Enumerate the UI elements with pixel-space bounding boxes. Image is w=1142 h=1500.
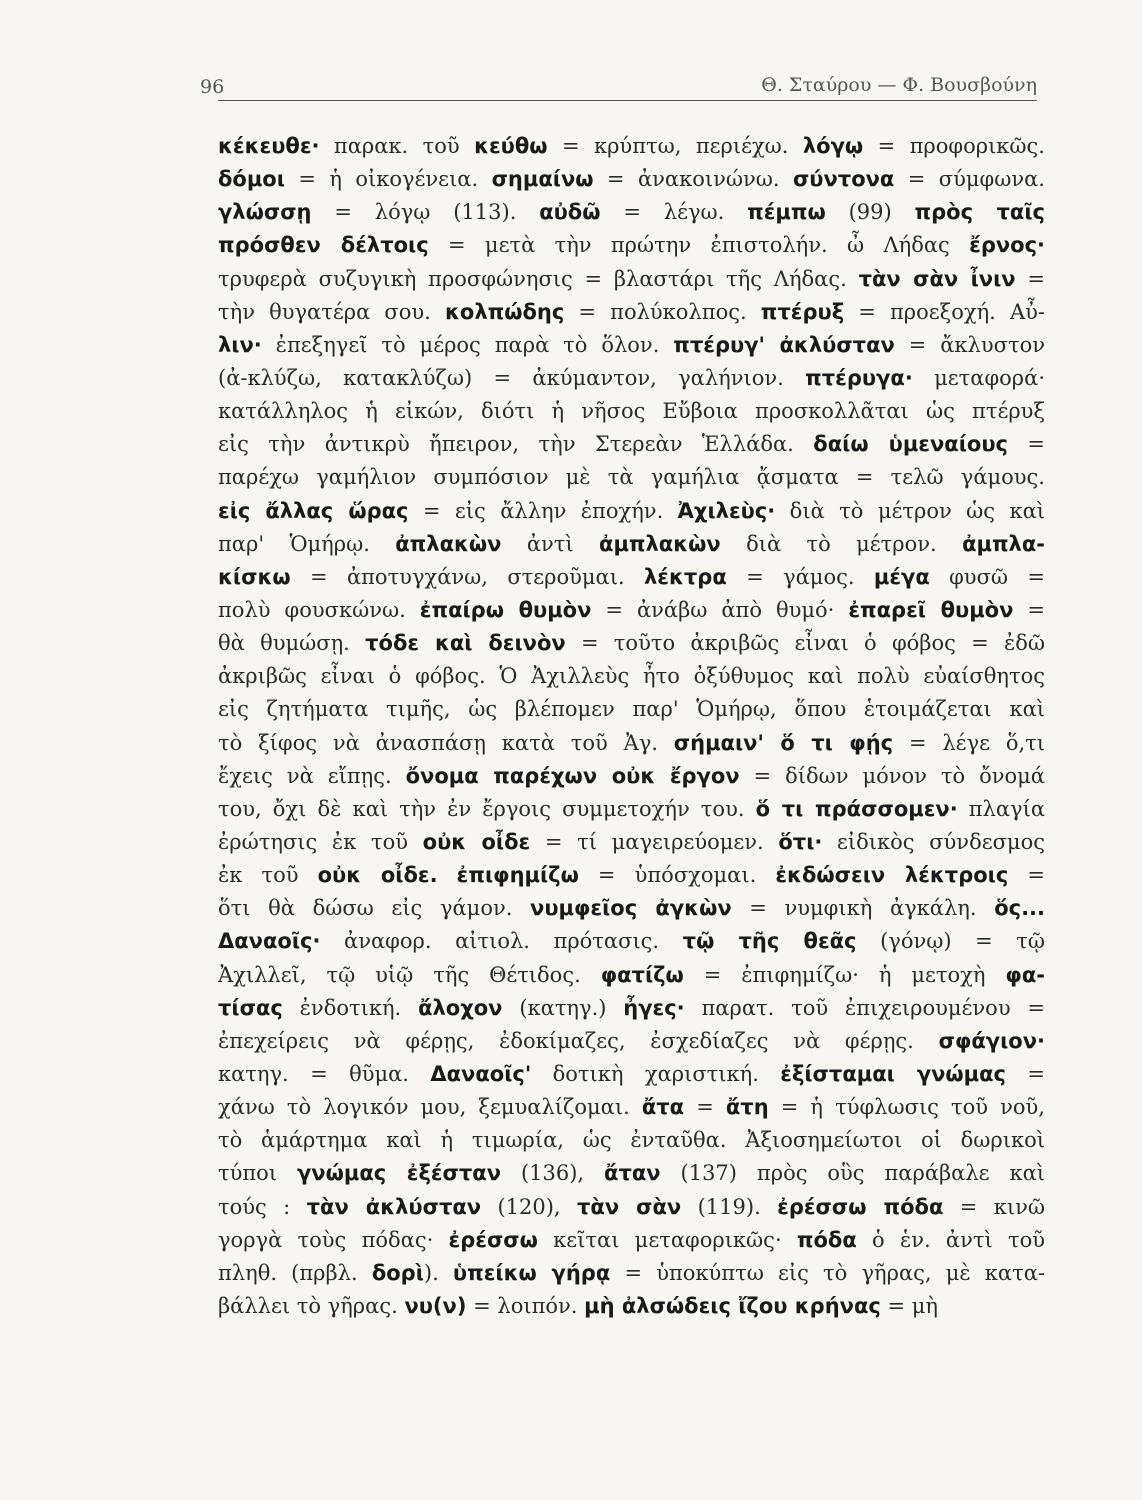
gloss-text: βάλλει τὸ γῆρας.	[218, 1293, 405, 1318]
text-line	[218, 760, 1045, 793]
lemma-term: τίσας	[218, 995, 283, 1020]
gloss-text: = προφορικῶς.	[863, 134, 1045, 158]
text-line	[218, 925, 1045, 958]
gloss-text: μεταφορά·	[912, 365, 1045, 390]
lemma-term: ἐπιφημίζω	[456, 863, 579, 888]
lemma-term: τὰν σὰν ἶνιν	[858, 266, 1016, 291]
running-title: Θ. Σταύρου — Φ. Βουσβούνη	[761, 74, 1037, 96]
page-number: 96	[200, 76, 225, 98]
gloss-text: (γόνῳ) = τῷ	[856, 929, 1045, 954]
gloss-text: ἀντὶ	[501, 531, 600, 556]
lemma-term: πτέρυξ	[760, 299, 845, 324]
text-line	[218, 992, 1045, 1025]
lemma-term: ἀμπλα-	[962, 531, 1045, 556]
text-line	[218, 627, 1045, 660]
gloss-text: = προεξοχή. Αὖ-	[844, 299, 1045, 324]
text-line	[218, 1191, 1045, 1224]
gloss-text: =	[1006, 1061, 1045, 1086]
text-line	[218, 727, 1045, 760]
gloss-text: (99)	[825, 200, 915, 225]
text-line	[218, 495, 1045, 528]
text-line	[218, 1157, 1045, 1190]
text-line	[218, 826, 1045, 859]
text-line	[218, 130, 1045, 163]
lemma-term: σφάγιον·	[938, 1028, 1045, 1053]
lemma-term: ὅτι·	[778, 829, 823, 854]
gloss-text: ).	[423, 1260, 453, 1285]
gloss-text: = λέγε ὅ,τι	[893, 730, 1045, 755]
lemma-term: ἔρνος·	[969, 233, 1045, 258]
lemma-term: δαίω ὑμεναίους	[813, 432, 1008, 457]
gloss-text: = κινῶ	[943, 1194, 1045, 1219]
lemma-term: πόδα	[796, 1227, 857, 1252]
text-line	[218, 859, 1045, 892]
lemma-term: γλώσσῃ	[218, 200, 312, 225]
lemma-term: οὐκ οἶδε.	[317, 863, 438, 888]
gloss-text: = ἐπιφημίζω· ἡ μετοχὴ	[683, 962, 1006, 987]
lemma-term: ἐρέσσω	[448, 1227, 538, 1252]
gloss-text: γοργὰ τοὺς πόδας·	[218, 1227, 449, 1252]
gloss-text: = ἀποτυγχάνω, στεροῦμαι.	[290, 564, 644, 589]
gloss-text: ἐρώτησις ἐκ τοῦ	[218, 829, 423, 854]
lemma-term: ἐπαίρω θυμὸν	[419, 597, 592, 622]
gloss-text: (119).	[681, 1194, 778, 1219]
lemma-term: πρόσθεν δέλτοις	[218, 233, 429, 258]
gloss-text: του, ὄχι δὲ καὶ τὴν ἐν ἔργοις συμμετοχήν του.	[218, 796, 756, 821]
text-line	[218, 793, 1045, 826]
lemma-term: σημαίνω	[491, 167, 594, 192]
gloss-text: ἐκ τοῦ	[218, 863, 318, 888]
gloss-text: = ἡ οἰκογένεια.	[284, 167, 492, 192]
lemma-term: ὑπείκω γήρᾳ	[452, 1260, 611, 1285]
gloss-text: διὰ τὸ μέτρον.	[720, 531, 963, 556]
gloss-text: τρυφερὰ συζυγικὴ προσφώνησις = βλαστάρι τῆς Λήδας.	[218, 266, 859, 291]
gloss-text: (137) πρὸς οὓς παράβαλε καὶ	[660, 1161, 1045, 1186]
commentary-text	[218, 130, 1045, 1323]
lemma-term: εἰς ἄλλας ὥρας	[218, 498, 409, 523]
gloss-text: = ἀνακοινώνω.	[593, 167, 793, 192]
gloss-text: = τοῦτο ἀκριβῶς εἶναι ὁ φόβος = ἐδῶ	[565, 631, 1045, 656]
gloss-text: πληθ. (πρβλ.	[218, 1260, 372, 1285]
lemma-term: φατίζω	[600, 962, 684, 987]
lemma-term: νυ(ν)	[404, 1293, 467, 1318]
gloss-text: διὰ τὸ μέτρον ὡς καὶ	[775, 498, 1045, 523]
gloss-text: παρ' Ὁμήρῳ.	[218, 531, 396, 556]
gloss-text: = λοιπόν.	[466, 1293, 585, 1318]
gloss-text: = πολύκολπος.	[564, 299, 761, 324]
text-line	[218, 660, 1045, 693]
gloss-text: = σύμφωνα.	[894, 167, 1045, 192]
lemma-term: ὄνομα παρέχων οὐκ ἔργον	[405, 763, 740, 788]
lemma-term: νυμφεῖος ἀγκὼν	[530, 896, 732, 921]
text-line	[218, 594, 1045, 627]
text-line	[218, 1224, 1045, 1257]
gloss-text: = ἄκλυστον	[894, 332, 1045, 357]
lemma-term: τόδε καὶ δεινὸν	[365, 631, 566, 656]
lemma-term: ἄταν	[604, 1161, 661, 1186]
gloss-text: κεῖται μεταφορικῶς·	[537, 1227, 797, 1252]
text-line	[218, 362, 1045, 395]
lemma-term: τὰν σὰν	[576, 1194, 682, 1219]
text-line	[218, 229, 1045, 262]
lemma-term: ἀπλακὼν	[395, 531, 502, 556]
lemma-term: πρὸς ταῖς	[914, 200, 1045, 225]
gloss-text: = μετὰ τὴν πρώτην ἐπιστολήν. ὦ Λήδας	[428, 233, 970, 258]
lemma-term: κολπώδης	[444, 299, 565, 324]
gloss-text: = λόγῳ (113).	[311, 200, 540, 225]
lemma-term: ἀμπλακὼν	[599, 531, 721, 556]
gloss-text: (120),	[481, 1194, 577, 1219]
gloss-text: τὸ ἁμάρτημα καὶ ἡ τιμωρία, ὡς ἐνταῦθα. Ἀξιοσημείωτοι οἱ δωρικοὶ	[218, 1128, 1045, 1153]
gloss-text: τὴν θυγατέρα σου.	[218, 299, 445, 324]
gloss-text: = λέγω.	[600, 200, 748, 225]
gloss-text: =	[1008, 863, 1045, 888]
lemma-term: λέκτρα	[644, 564, 727, 589]
lemma-term: ἦγες·	[623, 995, 685, 1020]
gloss-text: πολὺ φουσκώνω.	[218, 597, 420, 622]
gloss-text: = νυμφικὴ ἀγκάλη.	[731, 896, 995, 921]
gloss-text: κατηγ. = θῦμα.	[218, 1061, 431, 1086]
text-line	[218, 196, 1045, 229]
gloss-text: =	[1007, 432, 1045, 457]
gloss-text: = μὴ	[880, 1293, 939, 1318]
lemma-term: δορὶ	[371, 1260, 424, 1285]
gloss-text: = τί μαγειρεύομεν.	[530, 829, 779, 854]
text-line	[218, 163, 1045, 196]
text-line	[218, 329, 1045, 362]
gloss-text: πλαγία	[957, 796, 1045, 821]
text-line	[218, 395, 1045, 428]
lemma-term: ἄτα	[641, 1095, 685, 1120]
gloss-text: τούς :	[218, 1194, 307, 1219]
lemma-term: κεύθω	[474, 134, 548, 158]
gloss-text: = ἡ τύφλωσις τοῦ νοῦ,	[768, 1095, 1045, 1120]
lemma-term: ἐξίσταμαι γνώμας	[780, 1061, 1007, 1086]
lemma-term: ἐρέσσω πόδα	[777, 1194, 944, 1219]
lemma-term: πτέρυγ' ἀκλύσταν	[673, 332, 895, 357]
text-line	[218, 1091, 1045, 1124]
gloss-text: = ὑποκύπτω εἰς τὸ γῆρας, μὲ κατα-	[610, 1260, 1045, 1285]
lemma-term: κίσκω	[218, 564, 291, 589]
lemma-term: γνώμας ἐξέσταν	[297, 1161, 502, 1186]
gloss-text: δοτικὴ χαριστική.	[531, 1061, 781, 1086]
gloss-text: θὰ θυμώσῃ.	[218, 631, 366, 656]
gloss-text: ὅτι θὰ δώσω εἰς γάμον.	[218, 896, 531, 921]
lemma-term: δόμοι	[218, 167, 285, 192]
text-line	[218, 959, 1045, 992]
gloss-text: ἐνδοτική.	[282, 995, 419, 1020]
gloss-text: κατάλληλος ἡ εἰκών, διότι ἡ νῆσος Εὔβοια προσκολλᾶται ὡς πτέρυξ	[218, 399, 1045, 424]
lemma-term: μὴ ἀλσώδεις ἴζου κρήνας	[584, 1293, 881, 1318]
text-line	[218, 1124, 1045, 1157]
lemma-term: Δαναοῖς·	[218, 929, 321, 954]
text-line	[218, 1257, 1045, 1290]
gloss-text: (136),	[501, 1161, 605, 1186]
gloss-text: εἰς ζητήματα τιμῆς, ὡς βλέπομεν παρ' Ὁμήρῳ, ὅπου ἑτοιμάζεται καὶ	[218, 697, 1045, 722]
lemma-term: κέκευθε·	[218, 134, 320, 158]
lemma-term: πτέρυγα·	[805, 365, 913, 390]
gloss-text: φυσῶ =	[929, 564, 1045, 589]
lemma-term: λόγῳ	[802, 134, 864, 158]
lemma-term: ἄλοχον	[418, 995, 503, 1020]
gloss-text: τύποι	[218, 1161, 297, 1186]
gloss-text: (κατηγ.)	[502, 995, 624, 1020]
gloss-text: ἐπεχείρεις νὰ φέρῃς, ἐδοκίμαζες, ἐσχεδίαζες νὰ φέρῃς.	[218, 1028, 939, 1053]
text-line	[218, 428, 1045, 461]
gloss-text: =	[1015, 266, 1045, 291]
lemma-term: ἐκδώσειν λέκτροις	[775, 863, 1009, 888]
text-line	[218, 561, 1045, 594]
gloss-text: =	[684, 1095, 726, 1120]
gloss-text: = ὑπόσχομαι.	[578, 863, 776, 888]
page-header	[200, 70, 1037, 101]
lemma-term: σήμαιν' ὅ τι φῄς	[673, 730, 894, 755]
lemma-term: ὅ τι πράσσομεν·	[755, 796, 958, 821]
lemma-term: αὐδῶ	[539, 200, 601, 225]
text-line	[218, 528, 1045, 561]
text-line	[218, 1025, 1045, 1058]
lemma-term: λιν·	[218, 332, 262, 357]
gloss-text: = ἀνάβω ἀπὸ θυμό·	[591, 597, 849, 622]
gloss-text: = γάμος.	[726, 564, 874, 589]
gloss-text: = κρύπτω, περιέχω.	[547, 134, 803, 158]
gloss-text: = δίδων μόνον τὸ ὄνομά	[739, 763, 1045, 788]
gloss-text: εἰς τὴν ἀντικρὺ ἤπειρον, τὴν Στερεὰν Ἑλλάδα.	[218, 432, 814, 457]
text-line	[218, 296, 1045, 329]
gloss-text: χάνω τὸ λογικόν μου, ξεμυαλίζομαι.	[218, 1095, 642, 1120]
lemma-term: οὐκ οἶδε	[422, 829, 531, 854]
gloss-text: ἐπεξηγεῖ τὸ μέρος παρὰ τὸ ὅλον.	[261, 332, 674, 357]
text-line	[218, 263, 1045, 296]
gloss-text: ἀναφορ. αἰτιολ. πρότασις.	[320, 929, 683, 954]
gloss-text: (ἀ-κλύζω, κατακλύζω) = ἀκύμαντον, γαλήνιον.	[218, 365, 806, 390]
gloss-text: ἀκριβῶς εἶναι ὁ φόβος. Ὁ Ἀχιλλεὺς ἦτο ὀξύθυμος καὶ πολὺ εὐαίσθητος	[218, 664, 1045, 689]
gloss-text: = εἰς ἄλλην ἐποχήν.	[408, 498, 678, 523]
gloss-text: =	[1013, 597, 1045, 622]
gloss-text: παρακ. τοῦ	[319, 134, 475, 158]
gloss-text: Ἀχιλλεῖ, τῷ υἱῷ τῆς Θέτιδος.	[218, 962, 601, 987]
text-line	[218, 693, 1045, 726]
gloss-text	[438, 863, 457, 887]
gloss-text: ἔχεις νὰ εἴπῃς.	[218, 763, 406, 788]
lemma-term: ἐπαρεῖ θυμὸν	[848, 597, 1014, 622]
lemma-term: ὅς...	[994, 896, 1045, 921]
gloss-text: τὸ ξίφος νὰ ἀνασπάσῃ κατὰ τοῦ Ἀγ.	[218, 730, 674, 755]
lemma-term: τὰν ἀκλύσταν	[306, 1194, 482, 1219]
text-line	[218, 461, 1045, 494]
lemma-term: Ἀχιλεὺς·	[677, 498, 776, 523]
gloss-text: εἰδικὸς σύνδεσμος	[822, 829, 1045, 854]
text-line	[218, 892, 1045, 925]
gloss-text: παρατ. τοῦ ἐπιχειρουμένου =	[684, 995, 1045, 1020]
lemma-term: τῷ τῆς θεᾶς	[682, 929, 857, 954]
text-line	[218, 1290, 1045, 1323]
lemma-term: Δαναοῖς'	[430, 1061, 532, 1086]
gloss-text: παρέχω γαμήλιον συμπόσιον μὲ τὰ γαμήλια ᾄσματα = τελῶ γάμους.	[218, 465, 1045, 490]
lemma-term: μέγα	[873, 564, 930, 589]
text-line	[218, 1058, 1045, 1091]
gloss-text: ὁ ἑν. ἀντὶ τοῦ	[856, 1227, 1045, 1252]
lemma-term: πέμπω	[747, 200, 826, 225]
lemma-term: φα-	[1005, 962, 1045, 987]
lemma-term: ἄτη	[725, 1095, 769, 1120]
lemma-term: σύντονα	[792, 167, 895, 192]
